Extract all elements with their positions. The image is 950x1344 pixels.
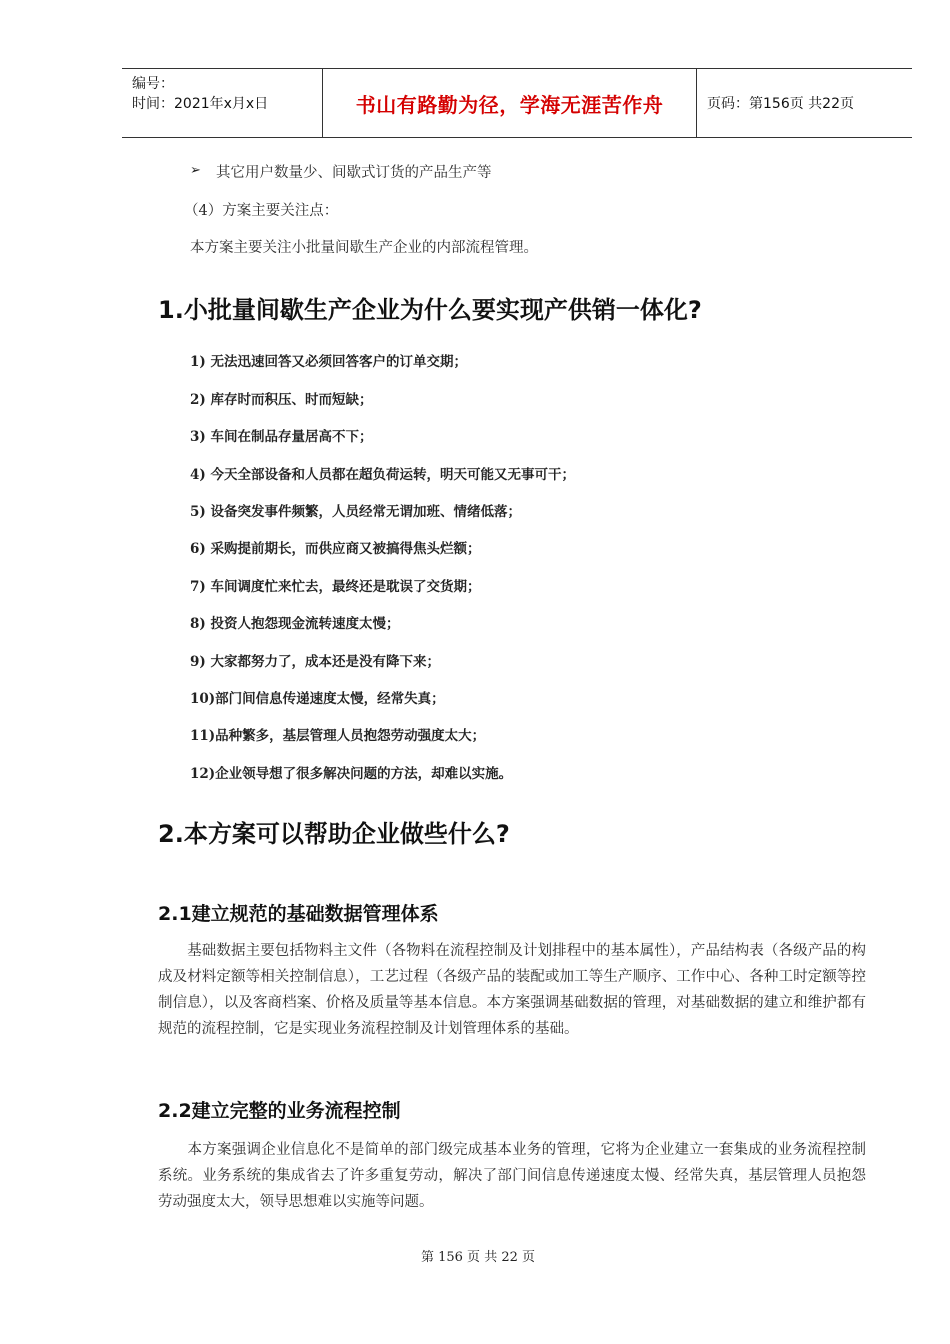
header-meta-cell (122, 69, 323, 137)
subsection-2-2-paragraph: 本方案强调企业信息化不是简单的部门级完成基本业务的管理，它将为企业建立一套集成的业务流程控制系统。业务系统的集成省去了许多重复劳动，解决了部门间信息传递速度太慢、经常失真，基层管理人员抱怨劳动强度太大，领导思想难以实施等问题。 (158, 1142, 866, 1210)
focus-text: 本方案主要关注小批量间歇生产企业的内部流程管理。 (190, 240, 538, 256)
document-number-label: 编号： (132, 76, 174, 92)
section1-heading: 1.小批量间歇生产企业为什么要实现产供销一体化? (158, 296, 702, 324)
focus-label: （4）方案主要关注点： (184, 203, 339, 219)
header-motto-cell (323, 69, 697, 137)
list-item: 10)部门间信息传递速度太慢，经常失真； (190, 691, 445, 707)
list-item: 2) 库存时而积压、时而短缺； (190, 392, 373, 408)
header-page-info: 页码：第156页 共22页 (707, 96, 854, 112)
header-motto: 书山有路勤为径，学海无涯苦作舟 (355, 92, 664, 117)
document-time-label: 时间：2021年x月x日 (132, 96, 269, 112)
list-item: 11)品种繁多，基层管理人员抱怨劳动强度太大； (190, 728, 486, 744)
page-footer: 第 156 页 共 22 页 (420, 1250, 536, 1265)
section2-heading: 2.本方案可以帮助企业做些什么? (158, 820, 510, 848)
header-page-cell (697, 69, 912, 137)
list-item: 7) 车间调度忙来忙去，最终还是耽误了交货期； (190, 579, 481, 595)
intro-bullet-text: 其它用户数量少、间歇式订货的产品生产等 (216, 165, 492, 181)
arrow-bullet-icon: ➢ (190, 163, 201, 178)
list-item: 3) 车间在制品存量居高不下； (190, 429, 373, 445)
list-item: 4) 今天全部设备和人员都在超负荷运转，明天可能又无事可干； (190, 467, 575, 483)
subsection-2-2-heading: 2.2建立完整的业务流程控制 (158, 1100, 401, 1122)
list-item: 5) 设备突发事件频繁，人员经常无谓加班、情绪低落； (190, 504, 521, 520)
subsection-2-1-paragraph: 基础数据主要包括物料主文件（各物料在流程控制及计划排程中的基本属性），产品结构表（各级产品的构成及材料定额等相关控制信息），工艺过程（各级产品的装配或加工等生产顺序、工作中心、各种工时定额等控制信息），以及客商档案、价格及质量等基本信息。本方案强调基础数据的管理，对基础数据的建立和维护都有规范的流程控制，它是实现业务流程控制及计划管理体系的基础。 (158, 943, 866, 1037)
list-item: 12)企业领导想了很多解决问题的方法，却难以实施。 (190, 766, 513, 782)
list-item: 6) 采购提前期长，而供应商又被搞得焦头烂额； (190, 541, 481, 557)
list-item: 1) 无法迅速回答又必须回答客户的订单交期； (190, 354, 467, 370)
page-header (122, 68, 912, 138)
subsection-2-1-heading: 2.1建立规范的基础数据管理体系 (158, 903, 439, 925)
list-item: 8) 投资人抱怨现金流转速度太慢； (190, 616, 400, 632)
list-item: 9) 大家都努力了，成本还是没有降下来； (190, 654, 440, 670)
